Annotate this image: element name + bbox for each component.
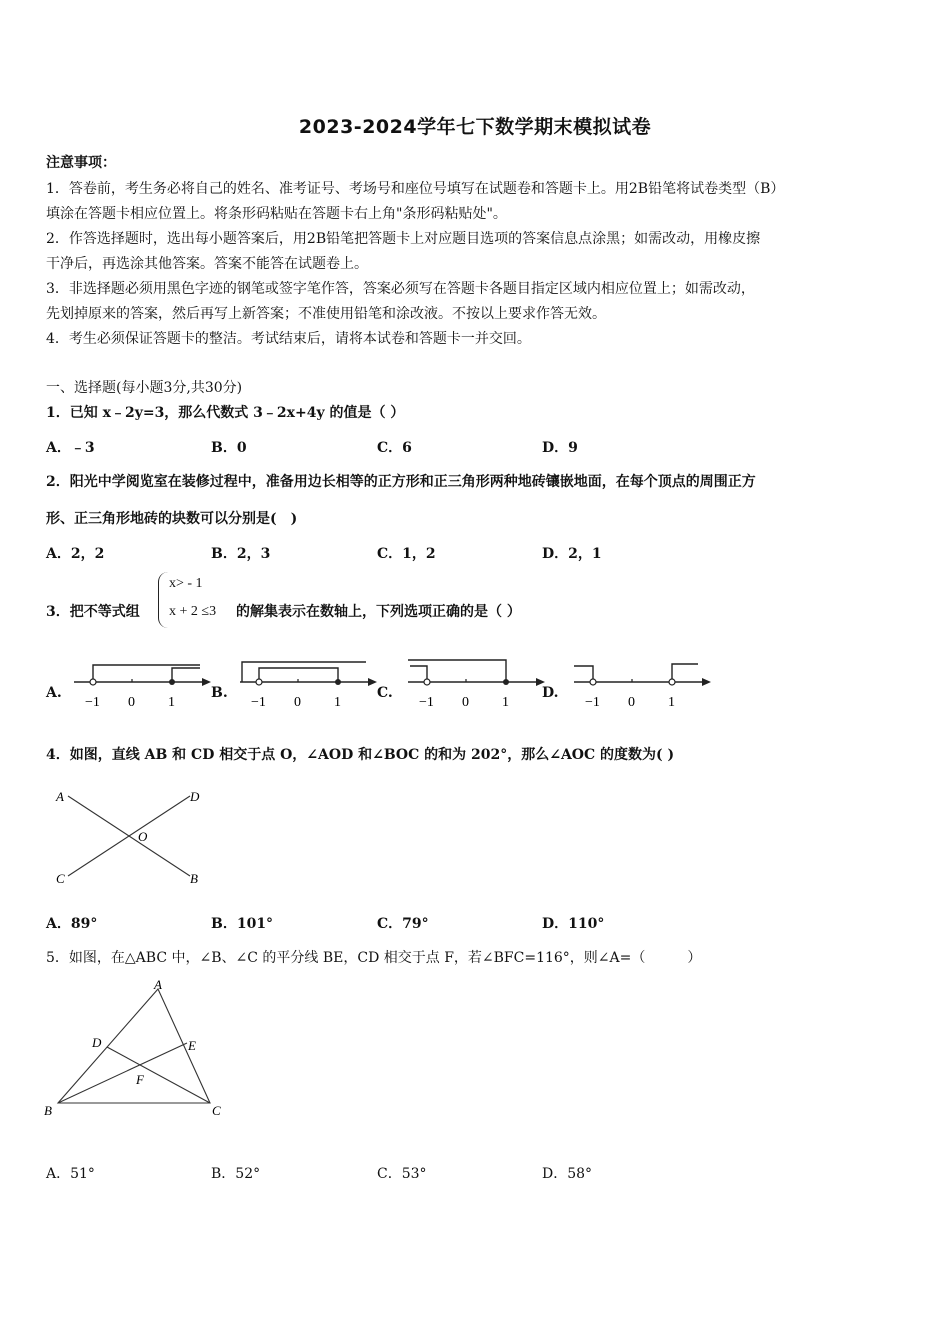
point-label-c: C — [56, 871, 65, 886]
q1-option-b: B．0 — [211, 440, 247, 456]
number-line-d — [566, 652, 716, 714]
tick-label: −1 — [85, 695, 100, 710]
q5-option-c: C．53° — [377, 1166, 427, 1182]
q3-option-a-letter: A. — [46, 685, 62, 701]
q2-option-b: B．2，3 — [211, 546, 271, 562]
tick-label: 0 — [462, 695, 469, 710]
number-line-c — [400, 652, 550, 714]
q1-option-c: C．6 — [377, 440, 412, 456]
q4-option-c: C．79° — [377, 916, 429, 932]
q4-intersecting-lines-figure — [50, 784, 210, 894]
q3-option-b-letter: B. — [211, 685, 228, 701]
inequality-system — [158, 572, 237, 628]
tick-label: 1 — [168, 695, 175, 710]
q4-option-a: A．89° — [46, 916, 98, 932]
notice-line: 干净后，再选涂其他答案。答案不能答在试题卷上。 — [46, 256, 368, 272]
q5-option-b: B．52° — [211, 1166, 261, 1182]
q4-stem: 4．如图，直线 AB 和 CD 相交于点 O，∠AOD 和∠BOC 的和为 202°，那么∠AOC 的度数为( ) — [46, 747, 675, 763]
q3-option-c-letter: C. — [377, 685, 393, 701]
notice-line: 1．答卷前，考生务必将自己的姓名、准考证号、考场号和座位号填写在试题卷和答题卡上。用2B铅笔将试卷类型（B） — [46, 181, 785, 197]
vertex-label-b: B — [44, 1103, 52, 1118]
number-line-b — [232, 652, 382, 714]
inequality-1: x> - 1 — [169, 576, 203, 591]
q2-stem-line2: 形、正三角形地砖的块数可以分别是( ) — [46, 511, 298, 527]
tick-label: −1 — [251, 695, 266, 710]
point-label-d: D — [92, 1035, 102, 1050]
notice-line: 2．作答选择题时，选出每小题答案后，用2B铅笔把答题卡上对应题目选项的答案信息点涂黑；如需改动，用橡皮擦 — [46, 231, 761, 247]
q2-option-a: A．2，2 — [46, 546, 105, 562]
point-label-b: B — [190, 871, 198, 886]
q1-option-d: D．9 — [542, 440, 578, 456]
vertex-label-c: C — [212, 1103, 221, 1118]
notice-heading: 注意事项： — [46, 155, 116, 171]
q1-stem: 1．已知 x﹣2y=3，那么代数式 3﹣2x+4y 的值是（ ） — [46, 405, 405, 421]
tick-label: −1 — [585, 695, 600, 710]
q3-option-d-letter: D. — [542, 685, 559, 701]
notice-line: 填涂在答题卡相应位置上。将条形码粘贴在答题卡右上角"条形码粘贴处"。 — [46, 206, 507, 222]
notice-line: 先划掉原来的答案，然后再写上新答案；不准使用铅笔和涂改液。不按以上要求作答无效。 — [46, 306, 606, 322]
q4-option-d: D．110° — [542, 916, 605, 932]
q5-triangle-figure — [40, 975, 240, 1125]
q5-option-a: A．51° — [46, 1166, 95, 1182]
point-label-e: E — [188, 1038, 196, 1053]
q4-option-b: B．101° — [211, 916, 274, 932]
point-label-f: F — [136, 1072, 144, 1087]
section-heading: 一、选择题(每小题3分,共30分) — [46, 380, 243, 396]
q1-option-a: A．﹣3 — [46, 440, 95, 456]
page-title: 2023-2024学年七下数学期末模拟试卷 — [298, 116, 652, 138]
tick-label: 0 — [628, 695, 635, 710]
q2-stem-line1: 2．阳光中学阅览室在装修过程中，准备用边长相等的正方形和正三角形两种地砖镶嵌地面，在每个顶点的周围正方 — [46, 474, 756, 490]
q2-option-c: C．1，2 — [377, 546, 436, 562]
tick-label: 1 — [502, 695, 509, 710]
q5-option-d: D．58° — [542, 1166, 593, 1182]
tick-label: 1 — [334, 695, 341, 710]
vertex-label-a: A — [154, 977, 162, 992]
tick-label: 1 — [668, 695, 675, 710]
q3-stem-suffix: 的解集表示在数轴上，下列选项正确的是（ ） — [236, 604, 521, 620]
notice-line: 4．考生必须保证答题卡的整洁。考试结束后，请将本试卷和答题卡一并交回。 — [46, 331, 531, 347]
inequality-2: x + 2 ≤3 — [169, 604, 217, 619]
number-line-a — [66, 652, 216, 714]
tick-label: 0 — [128, 695, 135, 710]
tick-label: 0 — [294, 695, 301, 710]
notice-line: 3．非选择题必须用黑色字迹的钢笔或签字笔作答，答案必须写在答题卡各题目指定区域内相应位置上；如需改动， — [46, 281, 755, 297]
q2-option-d: D．2，1 — [542, 546, 602, 562]
q5-stem: 5．如图，在△ABC 中，∠B、∠C 的平分线 BE，CD 相交于点 F，若∠BFC=116°，则∠A=（ ） — [46, 950, 702, 966]
point-label-a: A — [56, 789, 64, 804]
q3-stem-prefix: 3．把不等式组 — [46, 604, 140, 620]
point-label-o: O — [138, 829, 148, 844]
point-label-d: D — [190, 789, 200, 804]
tick-label: −1 — [419, 695, 434, 710]
